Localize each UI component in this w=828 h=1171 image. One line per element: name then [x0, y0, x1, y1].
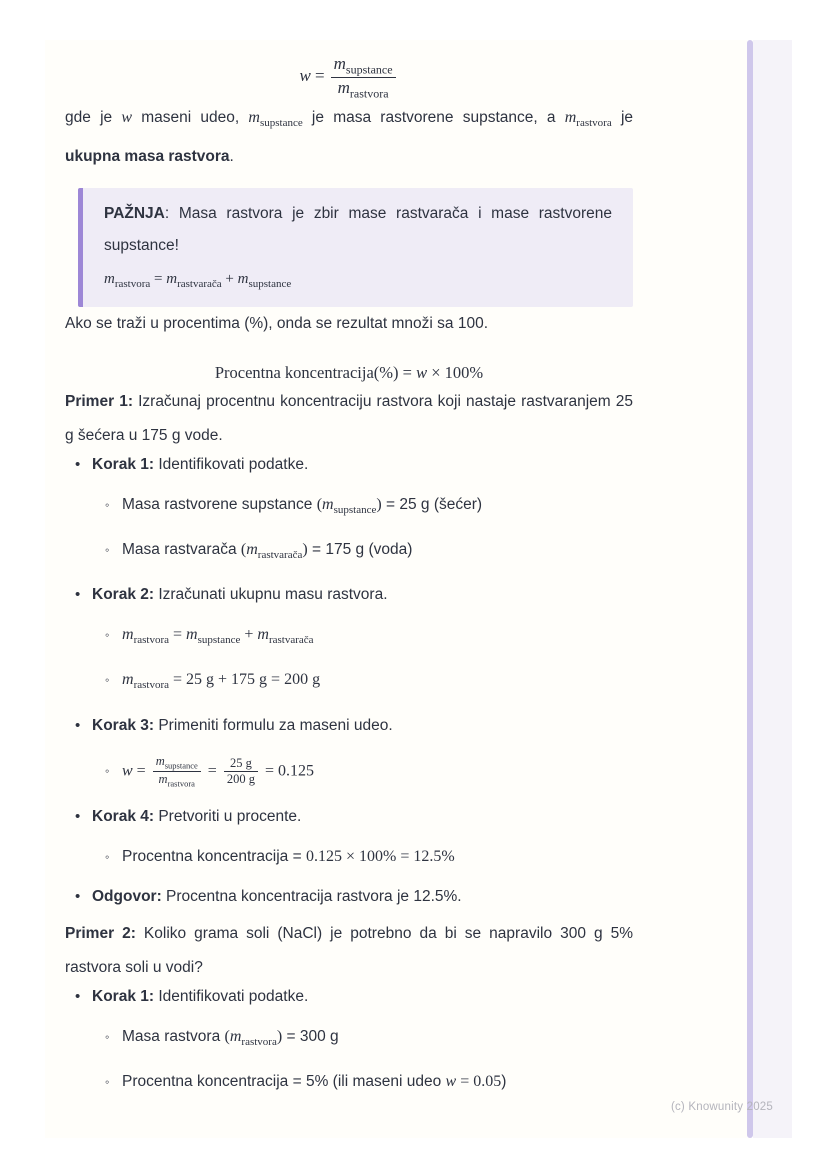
list-item-p2-k1b: ◦ Procentna koncentracija = 5% (ili maseni udeo w = 0.05): [105, 1070, 633, 1094]
var-w: w: [299, 66, 311, 86]
scrollbar-track: [753, 40, 792, 1138]
fraction: $\frac{m_{supstance}}{m_{rastvora}}$: [331, 54, 396, 101]
callout-formula: $m_{rastvora} = m_{rastvarača} + m_{supstance}$: [104, 270, 292, 290]
formula-mass-fraction: [65, 46, 633, 101]
list-item-korak4: • Korak 4: Pretvoriti u procente.: [75, 805, 633, 829]
formula-percent-concentration: Procentna koncentracija(%) = w × 100%: [214, 362, 484, 382]
bullet-icon: •: [75, 455, 81, 473]
bold-ukupna-masa: ukupna masa rastvora: [65, 147, 230, 165]
copyright-watermark: (c) Knowunity 2025: [670, 1101, 773, 1113]
list-item-k4a: ◦ Procentna koncentracija = 0.125 × 100% = 12.5%: [105, 845, 633, 869]
primer1-paragraph: Primer 1: Izračunaj procentnu koncentraciju rastvora koji nastaje rastvaranjem 25 g šećera u 175 g vode.: [65, 392, 634, 444]
math-percent-result: 0.125 × 100% = 12.5%: [305, 848, 455, 866]
fraction: $\frac{25 g}{200 g}$: [224, 756, 258, 786]
percent-note: Ako se traži u procentima (%), onda se rezultat množi sa 100.: [65, 314, 489, 332]
primer2-label: Primer 2:: [65, 925, 136, 943]
circle-bullet-icon: ◦: [105, 497, 110, 512]
primer2-paragraph: Primer 2: Koliko grama soli (NaCl) je potrebno da bi se napravilo 300 g 5% rastvora soli u vodi?: [65, 925, 633, 977]
primer1-label: Primer 1:: [65, 392, 133, 410]
list-item-k1b: ◦ Masa rastvarača $(m_{rastvarača}) = 175$ g (voda): [105, 538, 633, 567]
list-item-p2-korak1: • Korak 1: Identifikovati podatke.: [75, 985, 633, 1009]
document-page: [45, 40, 747, 1138]
math-m-supstance: $m_{supstance}$: [248, 108, 303, 129]
formula-w-calculation: w = $\frac{m_{supstance}}{m_{rastvora}}$ = $\frac{25 g}{200 g}$ = 0.125: [122, 753, 314, 789]
list-item-k1a: ◦ Masa rastvorene supstance $(m_{supstance}) = 25$ g (šećer): [105, 493, 633, 522]
math-m-rastvaraca: $(m_{rastvarača})$: [240, 540, 308, 562]
list-item-k3a: [105, 754, 633, 790]
bullet-icon: •: [75, 716, 81, 734]
formula-sum-values: $m_{rastvora} = 25$ g + 175 g = 200 g: [122, 671, 321, 692]
bullet-icon: •: [75, 988, 81, 1006]
bullet-icon: •: [75, 808, 81, 826]
circle-bullet-icon: ◦: [105, 542, 110, 557]
list-item-k2a: [105, 623, 633, 652]
circle-bullet-icon: ◦: [105, 1030, 110, 1045]
math-w-value: w = 0.05: [445, 1073, 502, 1091]
list-item-korak2: • Korak 2: Izračunati ukupnu masu rastvora.: [75, 583, 633, 607]
circle-bullet-icon: ◦: [105, 1075, 110, 1090]
var-w: w: [416, 362, 428, 382]
callout-title: PAŽNJA: [104, 204, 165, 222]
list-item-k2b: [105, 668, 633, 697]
list-item-korak3: • Korak 3: Primeniti formulu za maseni udeo.: [75, 714, 633, 738]
math-m-rastvora: $m_{rastvora}$: [564, 108, 612, 129]
fraction: $\frac{m_{supstance}}{m_{rastvora}}$: [153, 754, 201, 790]
math-m-supstance: $(m_{supstance})$: [316, 495, 382, 516]
attention-callout: [78, 188, 633, 307]
bullet-icon: •: [75, 888, 81, 906]
list-item-odgovor: • Odgovor: Procentna koncentracija rastvora je 12.5%.: [75, 885, 633, 909]
circle-bullet-icon: ◦: [105, 628, 110, 643]
document-content: [45, 40, 633, 1094]
circle-bullet-icon: ◦: [105, 850, 110, 865]
intro-paragraph: gde je w maseni udeo, $m_{supstance}$ je masa rastvorene supstance, a $m_{rastvora}$ je ukupna masa rastvora.: [65, 108, 634, 165]
equals-sign: =: [315, 66, 325, 86]
circle-bullet-icon: ◦: [105, 764, 110, 779]
callout-text: PAŽNJA: Masa rastvora je zbir mase rastvarača i mase rastvorene supstance!: [104, 204, 612, 254]
formula-sum: $m_{rastvora} = m_{supstance} + m_{rastvarača}$: [122, 626, 314, 647]
circle-bullet-icon: ◦: [105, 673, 110, 688]
bullet-icon: •: [75, 586, 81, 604]
var-w: w: [121, 108, 133, 126]
list-item-korak1: • Korak 1: Identifikovati podatke.: [75, 453, 633, 477]
list-item-p2-k1a: ◦ Masa rastvora $(m_{rastvora}) = 300$ g: [105, 1025, 633, 1054]
math-m-rastvora: $(m_{rastvora})$: [224, 1028, 283, 1049]
